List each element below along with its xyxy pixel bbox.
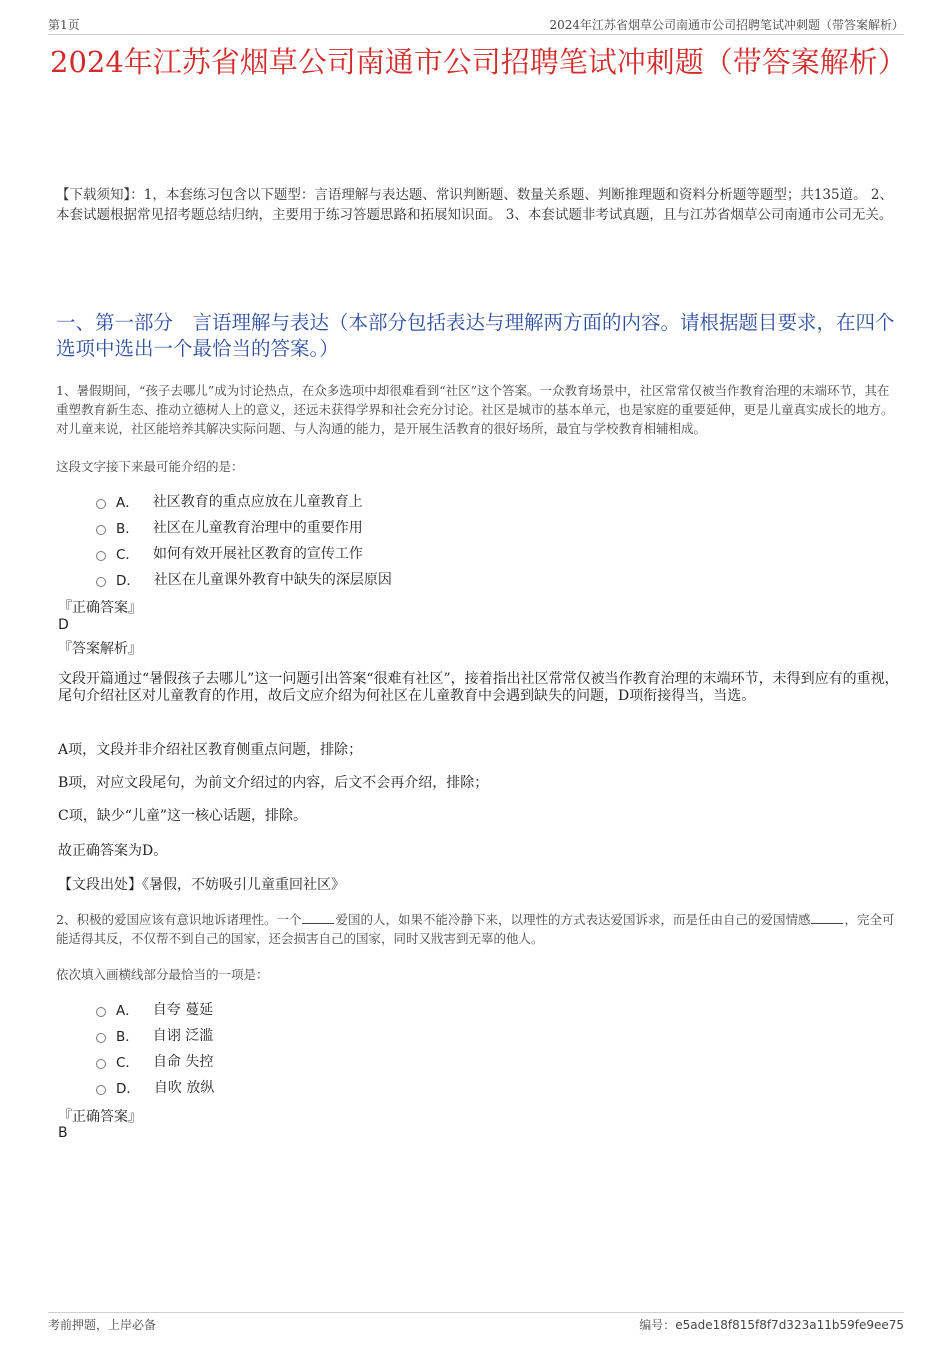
radio-icon[interactable] [96, 525, 106, 535]
radio-icon[interactable] [96, 1085, 106, 1095]
q1-option-a[interactable]: A． 社区教育的重点应放在儿童教育上 [96, 488, 392, 514]
q1-source: 【文段出处】《暑假，不妨吸引儿童重回社区》 [58, 877, 345, 893]
q1-analysis-p5: 故正确答案为D。 [58, 843, 168, 859]
q2-options [96, 996, 214, 1100]
q1-option-d[interactable]: D． 社区在儿童课外教育中缺失的深层原因 [96, 566, 392, 592]
radio-icon[interactable] [96, 577, 106, 587]
page-header [48, 14, 904, 35]
q1-answer-label: 『正确答案』 [58, 600, 142, 616]
q1-analysis-label: 『答案解析』 [58, 641, 142, 657]
download-notice: 【下载须知】：1，本套练习包含以下题型：言语理解与表达题、常识判断题、数量关系题、判断推理题和资料分析题等题型；共135道。 2、本套试题根据常见招考题总结归纳，主要用于练习答题思路和拓展知识面。 3、本套试题非考试真题，且与江苏省烟草公司南通市公司无关。 [56, 187, 893, 223]
q1-analysis-p4: C项，缺少“儿童”这一核心话题，排除。 [58, 808, 308, 824]
q1-option-c[interactable]: C． 如何有效开展社区教育的宣传工作 [96, 540, 392, 566]
q2-option-c[interactable]: C． 自命 失控 [96, 1048, 214, 1074]
q2-answer: B [58, 1125, 68, 1141]
page-footer [48, 1312, 904, 1335]
q1-analysis-p2: A项，文段并非介绍社区教育侧重点问题，排除； [58, 742, 363, 758]
q1-stem: 1、暑假期间，“孩子去哪儿”成为讨论热点，在众多选项中却很难看到“社区”这个答案。一众教育场景中，社区常常仅被当作教育治理的末端环节，其在重塑教育新生态、推动立德树人上的意义，还远未获得学界和社会充分讨论。社区是城市的基本单元，也是家庭的重要延伸，更是儿童真实成长的地方。对儿童来说，社区能培养其解决实际问题、与人沟通的能力，是开展生活教育的很好场所，最宜与学校教育相辅相成。 [56, 383, 894, 436]
q2-option-d[interactable]: D． 自吹 放纵 [96, 1074, 214, 1100]
footer-slogan: 考前押题，上岸必备 [48, 1318, 157, 1332]
q1-options [96, 488, 392, 592]
q1-prompt: 这段文字接下来最可能介绍的是： [56, 459, 244, 474]
radio-icon[interactable] [96, 1059, 106, 1069]
q2-blank-1 [302, 923, 334, 924]
q1-analysis-p3: B项，对应文段尾句，为前文介绍过的内容，后文不会再介绍，排除； [58, 775, 489, 791]
header-doc-title: 2024年江苏省烟草公司南通市公司招聘笔试冲刺题（带答案解析） [549, 18, 904, 32]
q2-blank-2 [811, 923, 843, 924]
radio-icon[interactable] [96, 1033, 106, 1043]
page-title: 2024年江苏省烟草公司南通市公司招聘笔试冲刺题（带答案解析） [50, 45, 907, 79]
q1-answer: D [58, 617, 69, 633]
radio-icon[interactable] [96, 1007, 106, 1017]
footer-code: 编号：e5ade18f815f8f7d323a11b59fe9ee75 [639, 1318, 904, 1332]
q2-option-a[interactable]: A． 自夸 蔓延 [96, 996, 214, 1022]
q1-analysis-p1: 文段开篇通过“暑假孩子去哪儿”这一问题引出答案“很难有社区”，接着指出社区常常仅被当作教育治理的末端环节，未得到应有的重视，尾句介绍社区对儿童教育的作用，故后文应介绍为何社区在儿童教育中会遇到缺失的问题，D项衔接得当，当选。 [58, 671, 899, 704]
q2-option-b[interactable]: B． 自诩 泛滥 [96, 1022, 214, 1048]
section-heading: 一、第一部分 言语理解与表达（本部分包括表达与理解两方面的内容。请根据题目要求，在四个选项中选出一个最恰当的答案。） [56, 311, 895, 360]
q2-stem: 2、积极的爱国应该有意识地诉诸理性。一个 爱国的人，如果不能冷静下来，以理性的方式表达爱国诉求，而是任由自己的爱国情感 ，完全可能适得其反，不仅帮不到自己的国家，还会损害自己的国家，同时又戕害到无辜的他人。 [56, 912, 895, 946]
radio-icon[interactable] [96, 551, 106, 561]
radio-icon[interactable] [96, 499, 106, 509]
q2-prompt: 依次填入画横线部分最恰当的一项是： [56, 967, 269, 982]
page-number: 第1页 [48, 18, 80, 32]
q2-answer-label: 『正确答案』 [58, 1109, 142, 1125]
q1-option-b[interactable]: B． 社区在儿童教育治理中的重要作用 [96, 514, 392, 540]
